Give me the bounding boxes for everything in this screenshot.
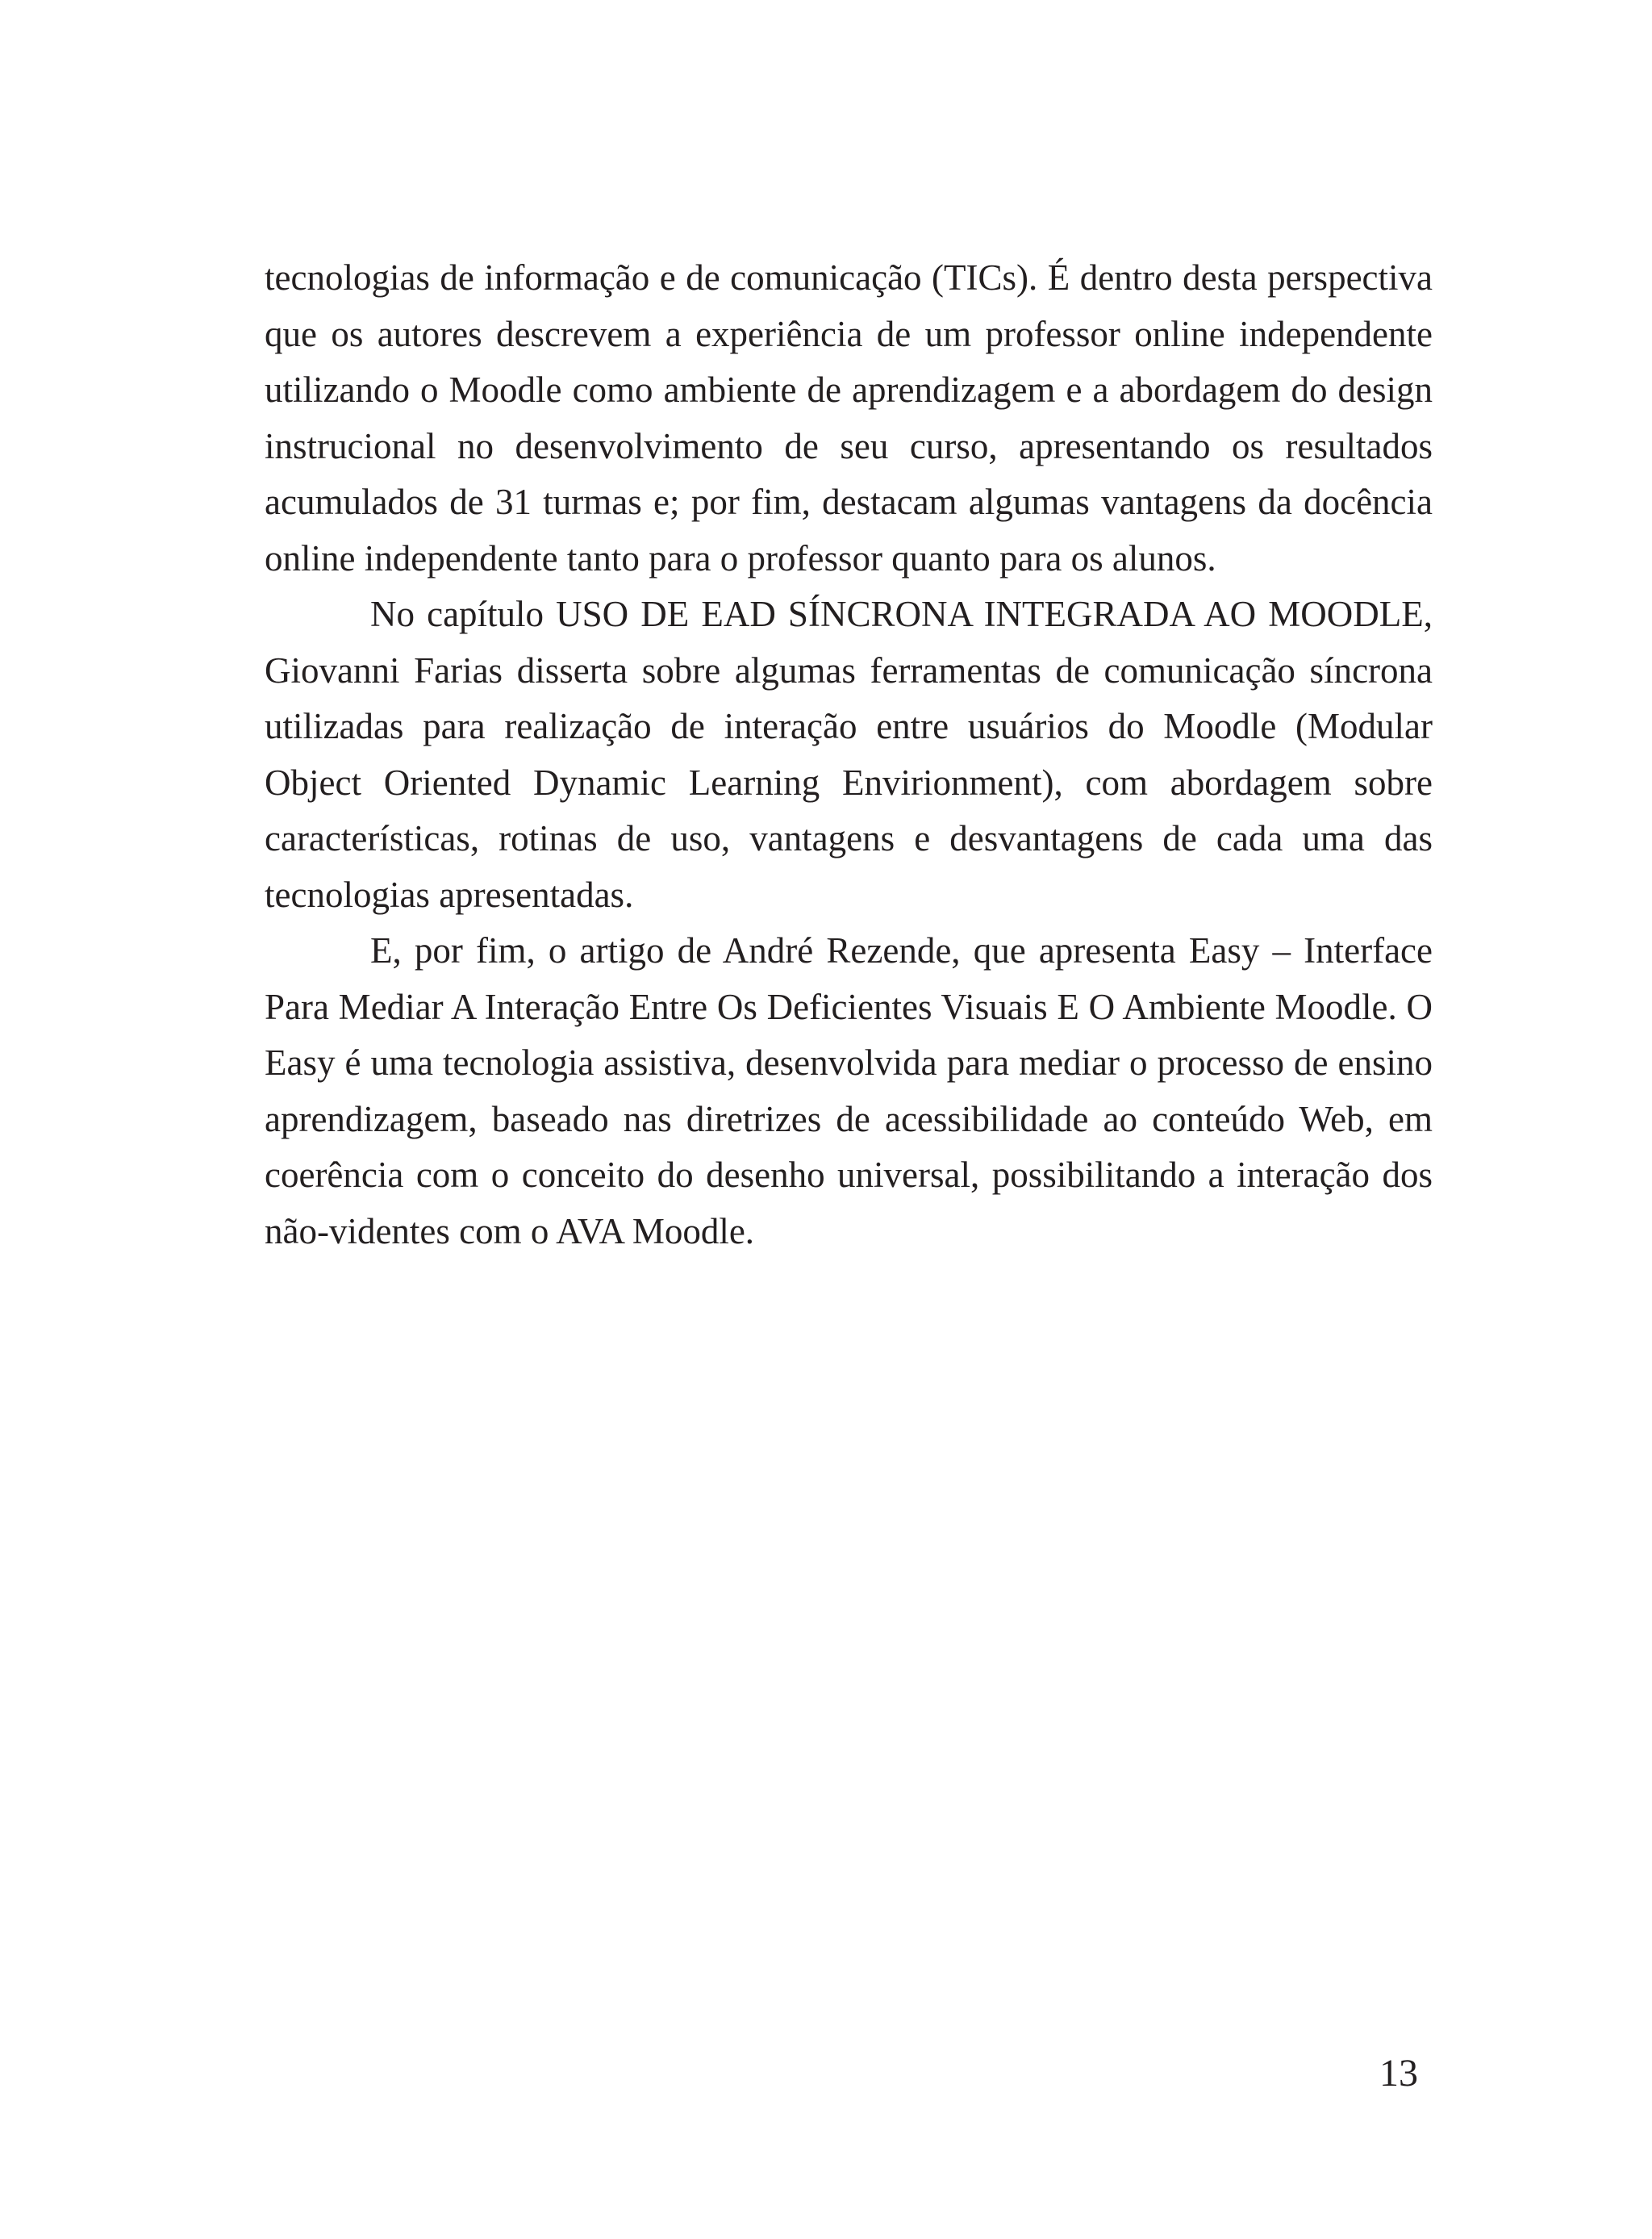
body-text: [265, 250, 1433, 1259]
page-number: 13: [1379, 2052, 1418, 2095]
paragraph-easy: E, por fim, o artigo de André Rezende, que apresenta Easy – Interface Para Mediar A Interação Entre Os Deficientes Visuais E O Ambiente Moodle. O Easy é uma tecnologia assistiva, desenvolvida para mediar o processo de ensino aprendizagem, baseado nas diretrizes de acessibilidade ao conteúdo Web, em coerência com o conceito do desenho universal, possibilitando a interação dos não-videntes com o AVA Moodle.: [265, 930, 1433, 1251]
paragraph-sincrona: No capítulo USO DE EAD SÍNCRONA INTEGRADA AO MOODLE, Giovanni Farias disserta sobre algumas ferramentas de comunicação síncrona utilizadas para realização de interação entre usuários do Moodle (Modular Object Oriented Dynamic Learning Envirionment), com abordagem sobre características, rotinas de uso, vantagens e desvantagens de cada uma das tecnologias apresentadas.: [265, 594, 1433, 915]
paragraph-continuation: tecnologias de informação e de comunicação (TICs). É dentro desta perspectiva que os autores descrevem a experiência de um professor online independente utilizando o Moodle como ambiente de aprendizagem e a abordagem do design instrucional no desenvolvimento de seu curso, apresentando os resultados acumulados de 31 turmas e; por fim, destacam algumas vantagens da docência online independente tanto para o professor quanto para os alunos.: [265, 257, 1433, 579]
